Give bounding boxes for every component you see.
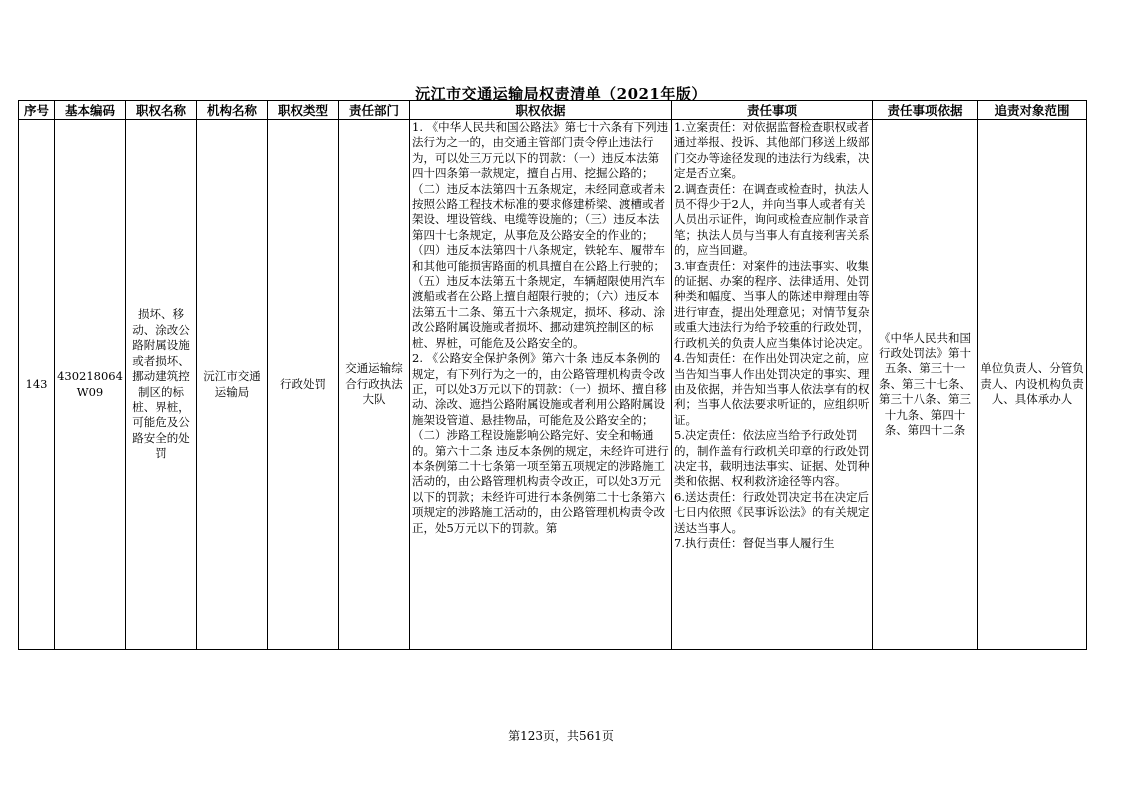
cell-seq: 143 (19, 120, 55, 650)
cell-org-name: 沅江市交通运输局 (197, 120, 268, 650)
page-title: 沅江市交通运输局权责清单（2021年版） (415, 85, 707, 103)
cell-resp-basis: 《中华人民共和国行政处罚法》第十五条、第三十一条、第三十七条、第三十八条、第三十九条、第四十条、第四十二条 (873, 120, 978, 650)
header-power-type: 职权类型 (268, 101, 339, 120)
header-basis: 职权依据 (410, 101, 672, 120)
header-code: 基本编码 (55, 101, 126, 120)
cell-department: 交通运输综合行政执法大队 (339, 120, 410, 650)
responsibilities-text: 1.立案责任：对依据监督检查职权或者通过举报、投诉、其他部门移送上级部门交办等途径发现的违法行为线索，决定是否立案。 2.调查责任：在调查或检查时，执法人员不得少于2人，并向当事人或者有关人员出示证件，询问或检查应制作录音笔；执法人员与当事人有直接利害关系的，应当回避。 3.审查责任：对案件的违法事实、收集的证据、办案的程序、法律适用、处罚种类和幅度、当事人的陈述申辩理由等进行审查，提出处理意见；对情节复杂或重大违法行为给予较重的行政处罚，行政机关的负责人应当集体讨论决定。 4.告知责任：在作出处罚决定之前，应当告知当事人作出处罚决定的事实、理由及依据，并告知当事人依法享有的权利；当事人依法要求听证的，应组织听证。 5.决定责任：依法应当给予行政处罚的，制作盖有行政机关印章的行政处罚决定书，载明违法事实、证据、处罚种类和依据、权利救济途径等内容。 6.送达责任：行政处罚决定书在决定后七日内依照《民事诉讼法》的有关规定送达当事人。 7.执行责任：督促当事人履行生 (674, 120, 870, 550)
header-seq: 序号 (19, 101, 55, 120)
header-power-name: 职权名称 (126, 101, 197, 120)
cell-basis (410, 120, 672, 650)
power-list-table (18, 100, 1087, 650)
header-row (19, 101, 1087, 120)
basis-text: 1. 《中华人民共和国公路法》第七十六条有下列违法行为之一的，由交通主管部门责令停止违法行为，可以处三万元以下的罚款：（一）违反本法第四十四条第一款规定，擅自占用、挖掘公路的；（二）违反本法第四十五条规定，未经同意或者未按照公路工程技术标准的要求修建桥梁、渡槽或者架设、埋设管线、电缆等设施的；（三）违反本法第四十七条规定，从事危及公路安全的作业的；（四）违反本法第四十八条规定，铁轮车、履带车和其他可能损害路面的机具擅自在公路上行驶的；（五）违反本法第五十条规定，车辆超限使用汽车渡船或者在公路上擅自超限行驶的；（六）违反本法第五十二条、第五十六条规定，损坏、移动、涂改公路附属设施或者损坏、挪动建筑控制区的标桩、界桩，可能危及公路安全的。 2. 《公路安全保护条例》第六十条 违反本条例的规定，有下列行为之一的，由公路管理机构责令改正，可以处3万元以下的罚款：（一）损坏、擅自移动、涂改、遮挡公路附属设施或者利用公路附属设施架设管道、悬挂物品，可能危及公路安全的；（二）涉路工程设施影响公路完好、安全和畅通的。第六十二条 违反本条例的规定，未经许可进行本条例第二十七条第一项至第五项规定的涉路施工活动的，由公路管理机构责令改正，可以处3万元以下的罚款；未经许可进行本条例第二十七条第六项规定的涉路施工活动的，由公路管理机构责令改正，处5万元以下的罚款。第 (412, 120, 669, 535)
header-accountability: 追责对象范围 (978, 101, 1087, 120)
cell-power-name: 损坏、移动、涂改公路附属设施或者损坏、挪动建筑控制区的标桩、界桩，可能危及公路安全的处罚 (126, 120, 197, 650)
table-row (19, 120, 1087, 650)
header-org-name: 机构名称 (197, 101, 268, 120)
page-number: 第123页，共561页 (508, 729, 614, 743)
cell-responsibilities (672, 120, 873, 650)
header-department: 责任部门 (339, 101, 410, 120)
cell-power-type: 行政处罚 (268, 120, 339, 650)
cell-accountability: 单位负责人、分管负责人、内设机构负责人、具体承办人 (978, 120, 1087, 650)
header-responsibilities: 责任事项 (672, 101, 873, 120)
cell-code: 430218064W09 (55, 120, 126, 650)
header-resp-basis: 责任事项依据 (873, 101, 978, 120)
